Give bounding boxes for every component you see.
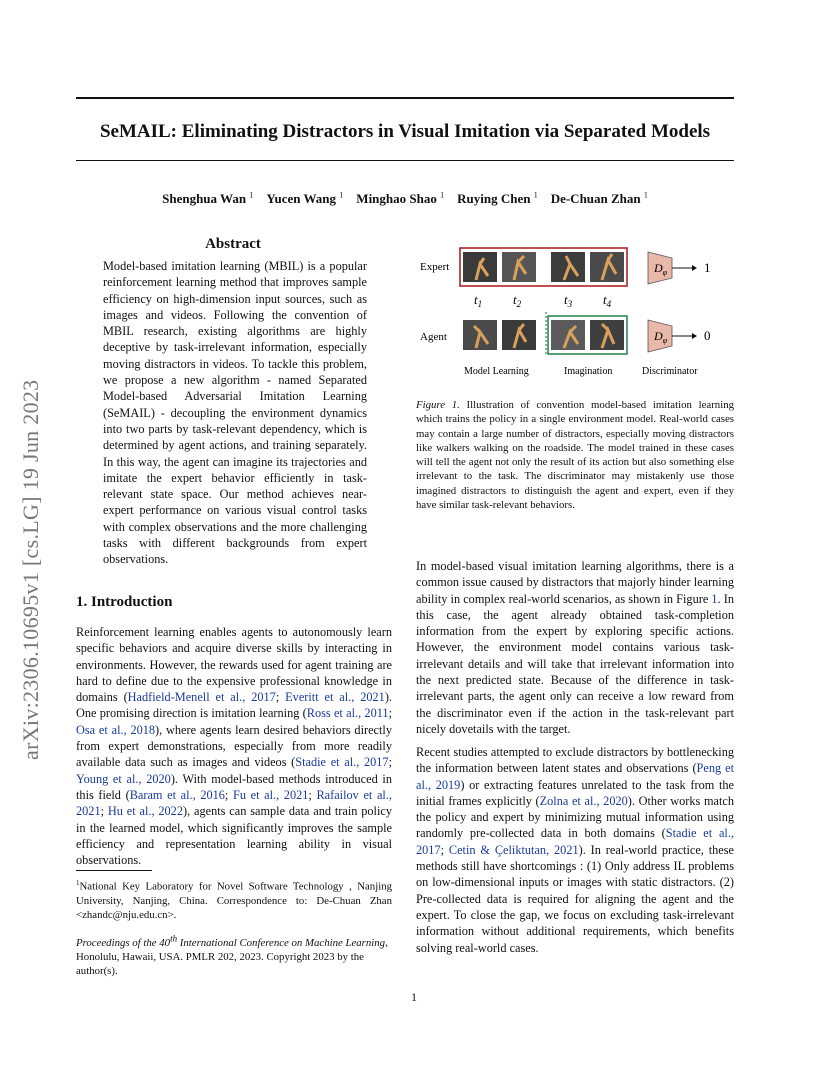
stage-label-imagination: Imagination	[564, 366, 613, 377]
author-affiliation-mark: 1	[643, 191, 648, 200]
author-name: Ruying Chen $^1$	[457, 191, 538, 207]
timestep-t2: $t_2$	[513, 292, 522, 309]
citation-link[interactable]: Zolna et al., 2020	[539, 793, 628, 808]
figure-1-caption: Figure 1. Illustration of convention model-based imitation learning which trains the policy in a single environment model. Real-world cases may contain a large number of distractors, especially moving distractors like walkers walking on the roadside. The model trained in these cases will tell the agent not only the result of its action but also something else irrelevant to the task. The discriminator may mistakenly use those imagined distractors to distinguish the agent and expert, even if they have similar task-relevant behaviors.	[416, 399, 734, 512]
author-name: Shenghua Wan $^1$	[162, 191, 254, 207]
page-number: 1	[411, 990, 417, 1004]
expert-row-label: Expert	[420, 261, 450, 273]
footnote-text: National Key Laboratory for Novel Software Technology , Nanjing University, Nanjing, China. Correspondence to: De-Chuan Zhan <zhandc@nju.edu.cn>.	[76, 880, 392, 921]
author-name: Yucen Wang $^1$	[266, 191, 344, 207]
stage-label-model-learning: Model Learning	[464, 366, 529, 377]
paragraph-text: ), agents can sample data and train policy in the learned model, which significantly improves the sample efficiency and representation learning ability in visual observations.	[76, 804, 392, 868]
agent-row-label: Agent	[420, 331, 447, 343]
discriminator-expert-label: $D_\varphi$	[654, 261, 668, 277]
paragraph-text: ). In real-world practice, these methods still have shortcomings : (1) Only address IL problems on low-dimensional inputs or images with static distractors. (2) Pre-collected data is required for aligning the agent and the expert. To close the gap, we focus on excluding task-irrelevant information without additional requirements, which benefits solving real-world cases.	[416, 842, 734, 955]
top-rule	[76, 97, 734, 99]
citation-link[interactable]: Hadfield-Menell et al., 2017	[127, 690, 276, 705]
paragraph-text: ) or extracting features unrelated to the task from the initial frames explicitly (	[416, 777, 734, 808]
citation-link[interactable]: Hu et al., 2022	[107, 804, 183, 819]
paragraph-text: ;	[275, 690, 286, 705]
paragraph-text: ;	[388, 706, 392, 721]
paragraph-text: ), where agents learn desired behaviors directly from expert demonstrations, especially from more readily available data such as images and videos (	[76, 722, 392, 770]
footnote-rule	[76, 870, 152, 871]
citation-link[interactable]: Cetin & Çeliktutan, 2021	[448, 842, 579, 857]
author-affiliation-mark: 1	[249, 191, 254, 200]
paragraph-text: ). Other works match the policy and expert by minimizing mutual information using randomly pre-collected data in both domains (	[416, 793, 735, 841]
citation-link[interactable]: Fu et al., 2021	[232, 787, 309, 802]
citation-link[interactable]: Stadie et al., 2017	[416, 826, 734, 857]
paragraph-text: ). One promising direction is imitation learning (	[76, 690, 392, 721]
arxiv-identifier: arXiv:2306.10695v1 [cs.LG] 19 Jun 2023	[18, 379, 43, 760]
citation-link[interactable]: Stadie et al., 2017	[295, 755, 389, 770]
paragraph-text: . In this case, the agent already obtained task-completion information from the expert by exploring specific actions. However, the environment model contains various task-irrelevant details and will take that irrelevant information into the next predicted state. Because of the difference in task-irrelevant parts, the agent only can receive a low reward from the discriminator even if the action in the task-relevant part nicely dovetails with the target.	[416, 591, 734, 736]
citation-link[interactable]: Ross et al., 2011	[306, 706, 389, 721]
paragraph-text: ). With model-based methods introduced in this field (	[76, 771, 392, 802]
citation-link[interactable]: Baram et al., 2016	[129, 787, 225, 802]
intro-heading: 1. Introduction	[76, 594, 173, 610]
citation-link[interactable]: Peng et al., 2019	[416, 761, 734, 792]
citation-link[interactable]: Osa et al., 2018	[76, 722, 156, 737]
right-paragraph-1	[416, 558, 734, 737]
intro-paragraph	[76, 624, 392, 868]
stage-label-discriminator: Discriminator	[642, 366, 698, 377]
footnote-mark: 1	[76, 879, 80, 887]
discriminator-agent-label: $D_\varphi$	[654, 329, 668, 345]
timestep-t4: $t_4$	[603, 292, 612, 309]
affiliation-footnote	[76, 876, 392, 922]
figure-1	[416, 240, 734, 380]
citation-link[interactable]: Everitt et al., 2021	[285, 690, 385, 705]
paragraph-text: ;	[388, 755, 393, 770]
right-paragraph-2	[416, 744, 734, 956]
author-affiliation-mark: 1	[533, 191, 538, 200]
paragraph-text: ;	[440, 842, 449, 857]
abstract-text: Model-based imitation learning (MBIL) is a popular reinforcement learning method that improves sample efficiency on high-dimension input sources, such as images and videos. Following the convention of MBIL research, existing algorithms are highly deceptive by task-irrelevant information, especially moving distractors in videos. To tackle this problem, we propose a new algorithm - named Separated Model-based Adversarial Imitation Learning (SeMAIL) - decoupling the environment dynamics into two parts by task-relevant dependency, which is determined by agent actions, and training separately. In this way, the agent can imagine its trajectories and imitate the expert behavior efficiently in task-relevant state space. Our method achieves near-expert performance on various visual control tasks with complex observations and the more challenging tasks with different backgrounds from expert observations.	[103, 259, 367, 567]
proceedings-note: Proceedings of the 40th International Conference on Machine Learning, Honolulu, Hawaii, USA. PMLR 202, 2023. Copyright 2023 by the author(s).	[76, 933, 388, 977]
output-agent: 0	[704, 328, 711, 343]
agent-frames	[463, 320, 624, 350]
citation-link[interactable]: Rafailov et al., 2021	[76, 787, 393, 819]
output-expert: 1	[704, 260, 711, 275]
paragraph-text: In model-based visual imitation learning algorithms, there is a common issue caused by distractors that majorly hinder learning ability in complex real-world scenarios, as shown in Figure	[416, 559, 734, 606]
paragraph-text: Recent studies attempted to exclude distractors by bottlenecking the information between latent states and observations (	[416, 745, 734, 776]
paper-title: SeMAIL: Eliminating Distractors in Visual Imitation via Separated Models	[99, 121, 711, 142]
expert-frame-2	[502, 252, 536, 282]
title-rule	[76, 160, 734, 161]
paragraph-text: Reinforcement learning enables agents to autonomously learn specific behaviors and acquire diverse skills by interacting in environments. However, the rewards used for agent training are hard to define due to the expensive professional knowledge in domains (	[76, 625, 392, 705]
author-affiliation-mark: 1	[339, 191, 344, 200]
paragraph-text: ;	[308, 787, 317, 802]
abstract-heading: Abstract	[205, 236, 261, 252]
paragraph-text: ;	[100, 804, 108, 819]
author-name: Minghao Shao $^1$	[356, 191, 445, 207]
timestep-labels	[474, 292, 612, 309]
author-list	[76, 191, 734, 207]
citation-link[interactable]: Young et al., 2020	[76, 771, 171, 786]
timestep-t3: $t_3$	[564, 292, 573, 309]
author-name: De-Chuan Zhan $^1$	[550, 191, 648, 207]
author-affiliation-mark: 1	[440, 191, 445, 200]
paragraph-text: ;	[224, 787, 233, 802]
timestep-t1: $t_1$	[474, 292, 483, 309]
citation-link[interactable]: 1	[711, 591, 718, 606]
expert-frames	[463, 252, 624, 282]
